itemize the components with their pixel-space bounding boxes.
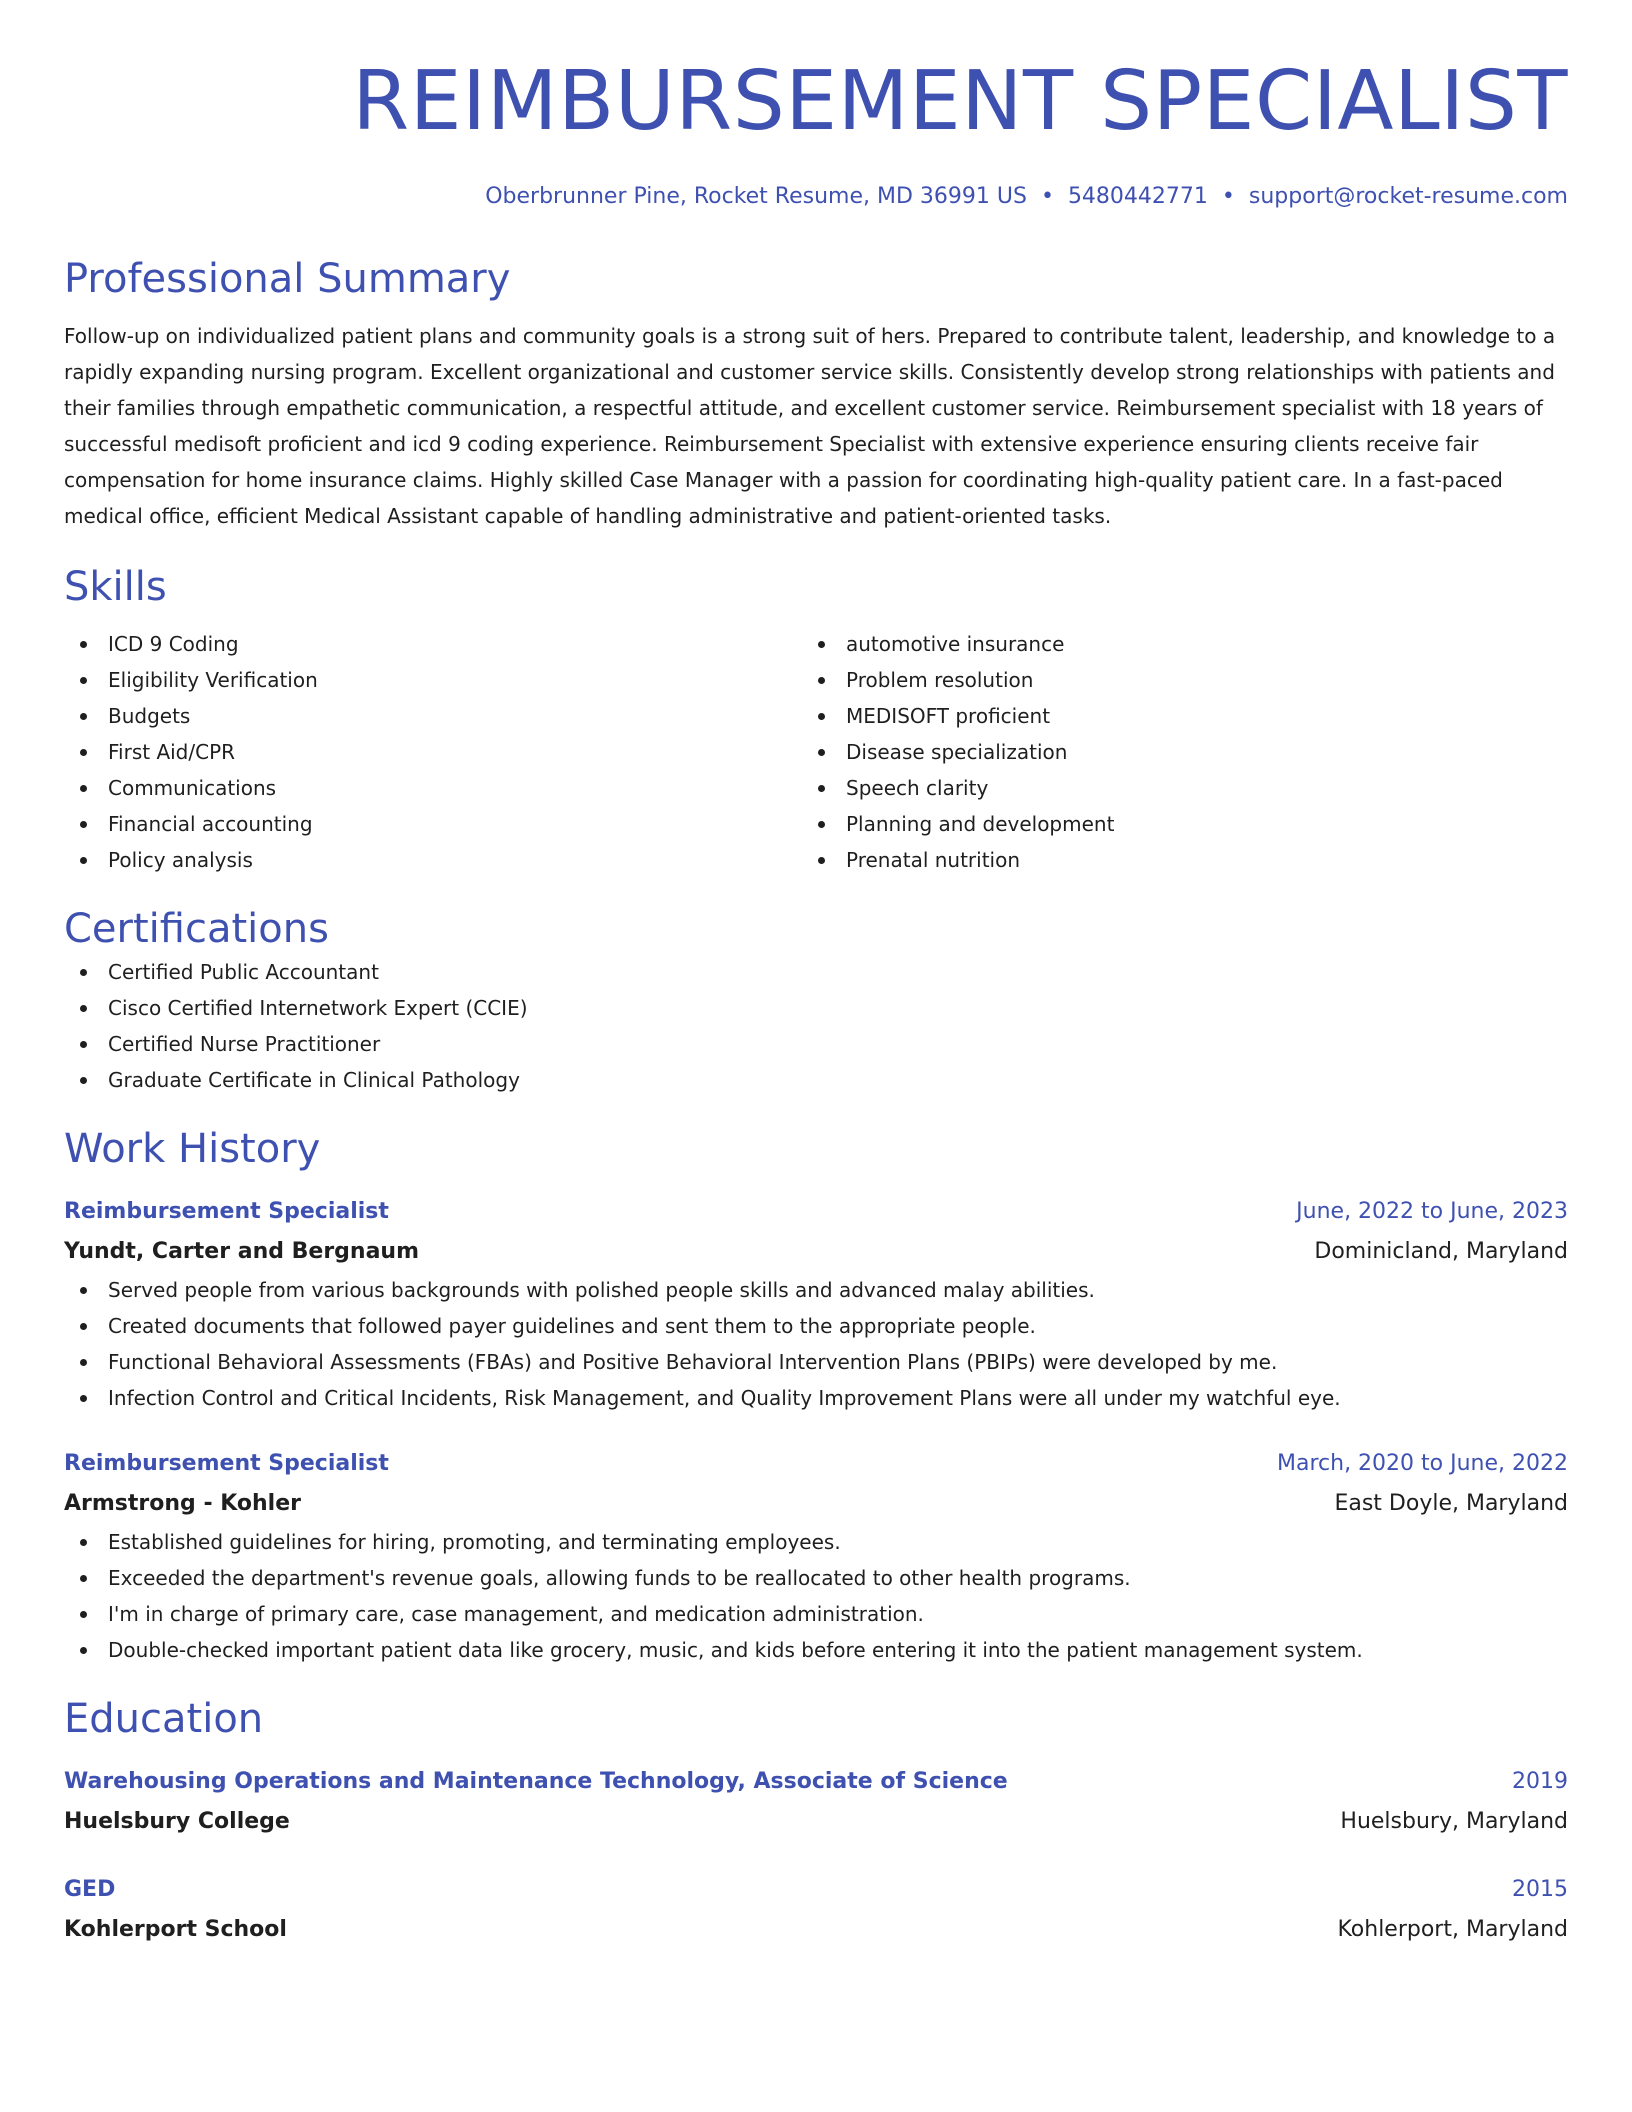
skills-heading: Skills (64, 564, 167, 610)
certification-item: Graduate Certificate in Clinical Pathology (64, 1062, 1568, 1098)
job-dates: June, 2022 to June, 2023 (1296, 1199, 1568, 1224)
job-company: Armstrong - Kohler (64, 1491, 301, 1516)
skill-item: Speech clarity (802, 770, 1540, 806)
work-entry (64, 1444, 1568, 1668)
work-history-heading: Work History (64, 1126, 321, 1172)
certification-item: Certified Public Accountant (64, 954, 1568, 990)
job-company: Yundt, Carter and Bergnaum (64, 1239, 420, 1264)
job-bullets (64, 1272, 1568, 1416)
job-bullet: Served people from various backgrounds with polished people skills and advanced malay abilities. (64, 1272, 1568, 1308)
job-bullet: Functional Behavioral Assessments (FBAs) and Positive Behavioral Intervention Plans (PBIPs) were developed by me. (64, 1344, 1568, 1380)
contact-email[interactable]: support@rocket-resume.com (1248, 184, 1568, 209)
work-entry (64, 1192, 1568, 1416)
education-entry (64, 1762, 1568, 1842)
skill-item: Disease specialization (802, 734, 1540, 770)
job-location: Dominicland, Maryland (1314, 1239, 1568, 1264)
certifications-heading: Certifications (64, 906, 329, 952)
skills-grid (64, 626, 1568, 878)
job-dates: March, 2020 to June, 2022 (1277, 1451, 1568, 1476)
work-entry-header (64, 1192, 1568, 1232)
job-bullet: Infection Control and Critical Incidents, Risk Management, and Quality Improvement Plans were all under my watchful eye. (64, 1380, 1568, 1416)
skill-item: ICD 9 Coding (64, 626, 802, 662)
certifications-list (64, 954, 1568, 1098)
job-bullet: Double-checked important patient data like grocery, music, and kids before entering it into the patient management system. (64, 1632, 1568, 1668)
skills-list-left (64, 626, 802, 878)
graduation-year: 2015 (1512, 1877, 1568, 1902)
job-bullet: Created documents that followed payer guidelines and sent them to the appropriate people. (64, 1308, 1568, 1344)
school-location: Kohlerport, Maryland (1337, 1917, 1568, 1942)
contact-info (64, 182, 1568, 212)
education-entry-header (64, 1870, 1568, 1910)
contact-separator: • (1040, 184, 1054, 209)
education-entry-subheader (64, 1910, 1568, 1950)
school-name: Huelsbury College (64, 1809, 290, 1834)
summary-text: Follow-up on individualized patient plans and community goals is a strong suit of hers. Prepared to contribute talent, leadership, and knowledge to a rapidly expanding nursing program. Excellent organizational and customer service skills. Consistently develop strong relationships with patients and their families through empathetic communication, a respectful attitude, and excellent customer service. Reimbursement specialist with 18 years of successful medisoft proficient and icd 9 coding experience. Reimbursement Specialist with extensive experience ensuring clients receive fair compensation for home insurance claims. Highly skilled Case Manager with a passion for coordinating high-quality patient care. In a fast-paced medical office, efficient Medical Assistant capable of handling administrative and patient-oriented tasks. (64, 324, 1556, 528)
education-entry-header (64, 1762, 1568, 1802)
skill-item: Communications (64, 770, 802, 806)
skill-item: First Aid/CPR (64, 734, 802, 770)
job-title: Reimbursement Specialist (64, 1451, 389, 1476)
skill-item: MEDISOFT proficient (802, 698, 1540, 734)
skills-list-right (802, 626, 1540, 878)
skill-item: Policy analysis (64, 842, 802, 878)
job-bullet: I'm in charge of primary care, case management, and medication administration. (64, 1596, 1568, 1632)
job-bullet: Exceeded the department's revenue goals, allowing funds to be reallocated to other health programs. (64, 1560, 1568, 1596)
contact-phone: 5480442771 (1067, 184, 1208, 209)
skill-item: Eligibility Verification (64, 662, 802, 698)
school-name: Kohlerport School (64, 1917, 287, 1942)
education-entry-subheader (64, 1802, 1568, 1842)
skill-item: automotive insurance (802, 626, 1540, 662)
graduation-year: 2019 (1512, 1769, 1568, 1794)
degree: GED (64, 1877, 116, 1902)
job-bullet: Established guidelines for hiring, promoting, and terminating employees. (64, 1524, 1568, 1560)
work-entry-subheader (64, 1484, 1568, 1524)
education-entry (64, 1870, 1568, 1950)
job-location: East Doyle, Maryland (1334, 1491, 1568, 1516)
contact-address: Oberbrunner Pine, Rocket Resume, MD 36991 US (485, 184, 1027, 209)
education-heading: Education (64, 1696, 264, 1742)
skill-item: Planning and development (802, 806, 1540, 842)
certification-item: Certified Nurse Practitioner (64, 1026, 1568, 1062)
certification-item: Cisco Certified Internetwork Expert (CCIE) (64, 990, 1568, 1026)
summary-heading: Professional Summary (64, 256, 511, 302)
skills-column-left (64, 626, 802, 878)
job-bullets (64, 1524, 1568, 1668)
work-entry-header (64, 1444, 1568, 1484)
skill-item: Financial accounting (64, 806, 802, 842)
skill-item: Problem resolution (802, 662, 1540, 698)
skill-item: Prenatal nutrition (802, 842, 1540, 878)
skill-item: Budgets (64, 698, 802, 734)
degree: Warehousing Operations and Maintenance Technology, Associate of Science (64, 1769, 1008, 1794)
school-location: Huelsbury, Maryland (1340, 1809, 1568, 1834)
work-entry-subheader (64, 1232, 1568, 1272)
job-title: Reimbursement Specialist (64, 1199, 389, 1224)
contact-separator: • (1221, 184, 1235, 209)
skills-column-right (802, 626, 1540, 878)
resume-title: REIMBURSEMENT SPECIALIST (352, 54, 1568, 149)
